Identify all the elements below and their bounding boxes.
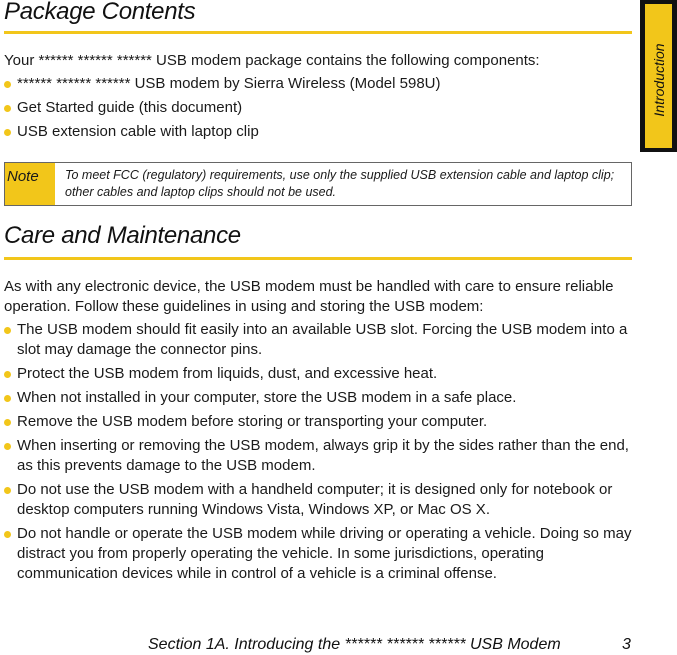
list-item: When not installed in your computer, store the USB modem in a safe place. — [4, 388, 632, 408]
package-contents-list — [4, 74, 632, 142]
list-item: Get Started guide (this document) — [4, 98, 632, 118]
package-contents-heading: Package Contents — [4, 0, 196, 25]
list-item: Do not handle or operate the USB modem while driving or operating a vehicle. Doing so may distract you from properly operating the vehicle. In some jurisdictions, operating communication devices while in control of a vehicle is a criminal offense. — [4, 524, 632, 584]
section-side-tab — [640, 0, 677, 152]
heading-rule — [4, 31, 632, 34]
note-box — [4, 162, 632, 206]
list-item: The USB modem should fit easily into an available USB slot. Forcing the USB modem into a slot may damage the connector pins. — [4, 320, 632, 360]
bullet-icon — [4, 419, 11, 426]
note-text: To meet FCC (regulatory) requirements, use only the supplied USB extension cable and laptop clip; other cables and laptop clips should not be used. — [65, 168, 615, 199]
bullet-icon — [4, 531, 11, 538]
side-tab-label-background — [645, 4, 672, 148]
list-item: ****** ****** ****** USB modem by Sierra Wireless (Model 598U) — [4, 74, 632, 94]
side-tab-label: Introduction — [651, 43, 667, 117]
bullet-icon — [4, 105, 11, 112]
footer-section-title: Section 1A. Introducing the ****** ****** ****** USB Modem — [148, 636, 561, 653]
bullet-icon — [4, 487, 11, 494]
list-item: Do not use the USB modem with a handheld computer; it is designed only for notebook or desktop computers running Windows Vista, Windows XP, or Mac OS X. — [4, 480, 632, 520]
bullet-icon — [4, 443, 11, 450]
list-item: Remove the USB modem before storing or transporting your computer. — [4, 412, 632, 432]
bullet-icon — [4, 327, 11, 334]
bullet-icon — [4, 81, 11, 88]
care-maintenance-heading: Care and Maintenance — [4, 222, 241, 249]
heading-rule — [4, 257, 632, 260]
bullet-icon — [4, 371, 11, 378]
note-label: Note — [5, 163, 55, 205]
list-item: USB extension cable with laptop clip — [4, 122, 632, 142]
package-contents-intro: Your ****** ****** ****** USB modem package contains the following components: — [4, 52, 540, 69]
list-item: When inserting or removing the USB modem, always grip it by the sides rather than the end, as this prevents damage to the USB modem. — [4, 436, 632, 476]
bullet-icon — [4, 129, 11, 136]
care-guidelines-list — [4, 320, 632, 584]
page-number: 3 — [622, 636, 631, 653]
list-item: Protect the USB modem from liquids, dust, and excessive heat. — [4, 364, 632, 384]
bullet-icon — [4, 395, 11, 402]
care-maintenance-intro: As with any electronic device, the USB modem must be handled with care to ensure reliable operation. Follow these guidelines in using and storing the USB modem: — [4, 278, 614, 315]
